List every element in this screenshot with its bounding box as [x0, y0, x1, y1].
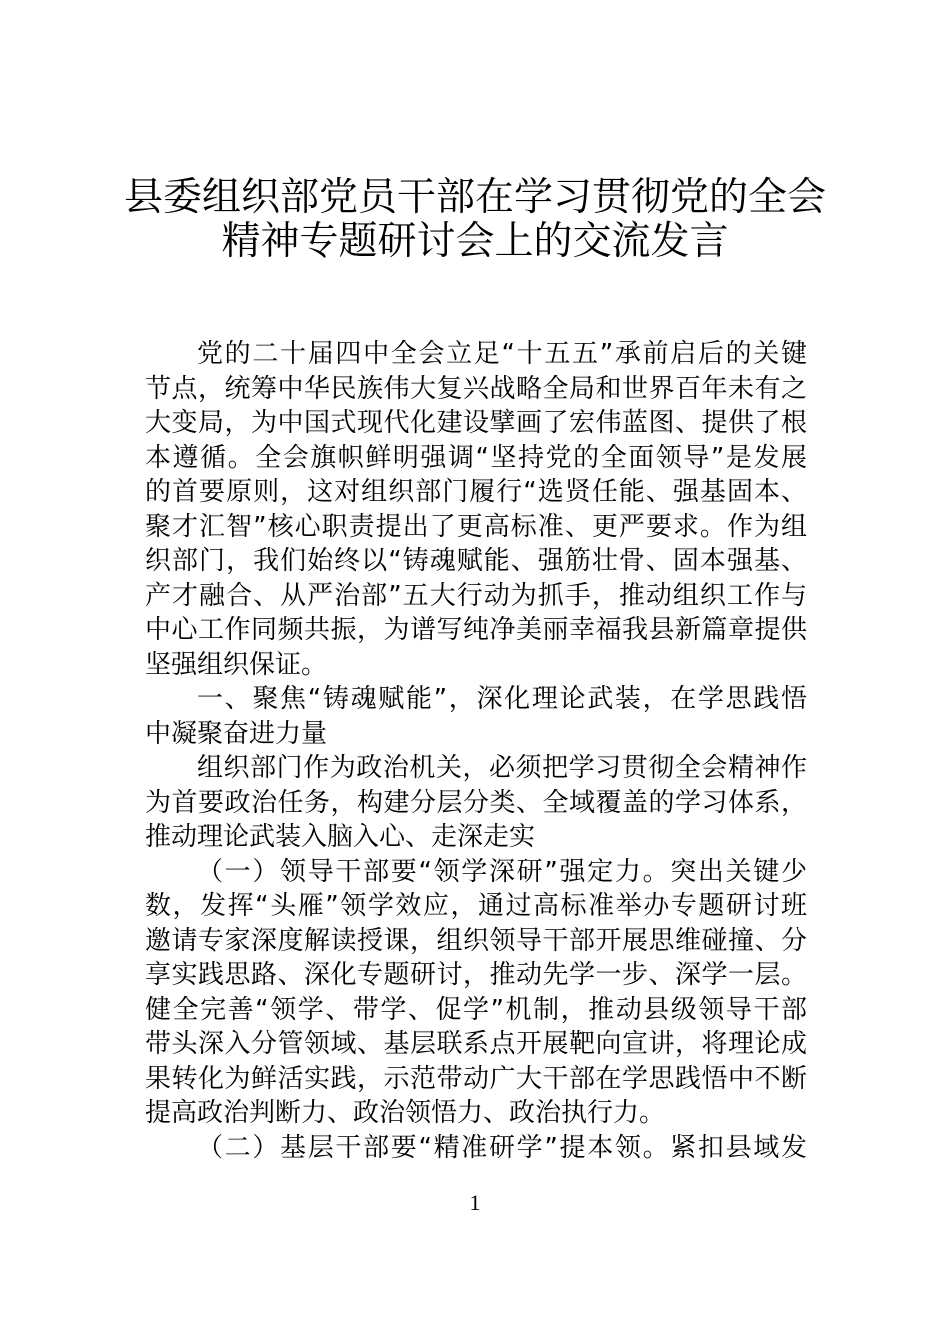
document-title-line-1: 县委组织部党员干部在学习贯彻党的全会 [123, 175, 826, 220]
text-line: 健全完善“领学、带学、促学”机制，推动县级领导干部 [145, 994, 807, 1025]
document-title-line-2: 精神专题研讨会上的交流发言 [221, 219, 729, 264]
subsection-2-paragraph [145, 1131, 807, 1166]
text-line: 享实践思路、深化专题研讨，推动先学一步、深学一层。 [145, 960, 807, 990]
text-line: 中心工作同频共振，为谱写纯净美丽幸福我县新篇章提供 [145, 615, 807, 645]
text-line: 邀请专家深度解读授课，组织领导干部开展思维碰撞、分 [145, 925, 807, 956]
subsection-1-paragraph [145, 855, 807, 1131]
text-line: 果转化为鲜活实践，示范带动广大干部在学思践悟中不断 [145, 1063, 807, 1094]
intro-paragraph [145, 337, 807, 682]
text-line: 织部门，我们始终以“铸魂赋能、强筋壮骨、固本强基、 [145, 546, 807, 576]
text-line: （二）基层干部要“精准研学”提本领。紧扣县域发 [197, 1132, 807, 1163]
text-line: 坚强组织保证。 [145, 649, 328, 680]
text-line: 产才融合、从严治部”五大行动为抓手，推动组织工作与 [145, 580, 807, 611]
text-line: 节点，统筹中华民族伟大复兴战略全局和世界百年未有之 [145, 373, 807, 404]
text-line: 党的二十届四中全会立足“十五五”承前启后的关键 [197, 339, 807, 369]
text-line: 提高政治判断力、政治领悟力、政治执行力。 [145, 1098, 666, 1128]
text-line: 组织部门作为政治机关，必须把学习贯彻全会精神作 [197, 753, 807, 783]
text-line: 带头深入分管领域、基层联系点开展靶向宣讲，将理论成 [145, 1029, 807, 1059]
text-line: 聚才汇智”核心职责提出了更高标准、更严要求。作为组 [145, 511, 807, 542]
text-line: 大变局，为中国式现代化建设擘画了宏伟蓝图、提供了根 [145, 408, 807, 438]
text-line: 为首要政治任务，构建分层分类、全域覆盖的学习体系， [145, 787, 807, 818]
text-line: 推动理论武装入脑入心、走深走实 [145, 822, 536, 852]
document-body [145, 337, 807, 1165]
text-line: （一）领导干部要“领学深研”强定力。突出关键少 [197, 856, 807, 887]
text-line: 一、聚焦“铸魂赋能”，深化理论武装，在学思践悟 [197, 684, 807, 714]
text-line: 本遵循。全会旗帜鲜明强调“坚持党的全面领导”是发展 [145, 442, 807, 473]
text-line: 中凝聚奋进力量 [145, 718, 328, 749]
page-number: 1 [469, 1190, 481, 1215]
text-line: 数，发挥“头雁”领学效应，通过高标准举办专题研讨班 [145, 891, 807, 921]
text-line: 的首要原则，这对组织部门履行“选贤任能、强基固本、 [145, 477, 807, 507]
section-1-paragraph [145, 751, 807, 855]
section-heading-1 [145, 682, 807, 751]
